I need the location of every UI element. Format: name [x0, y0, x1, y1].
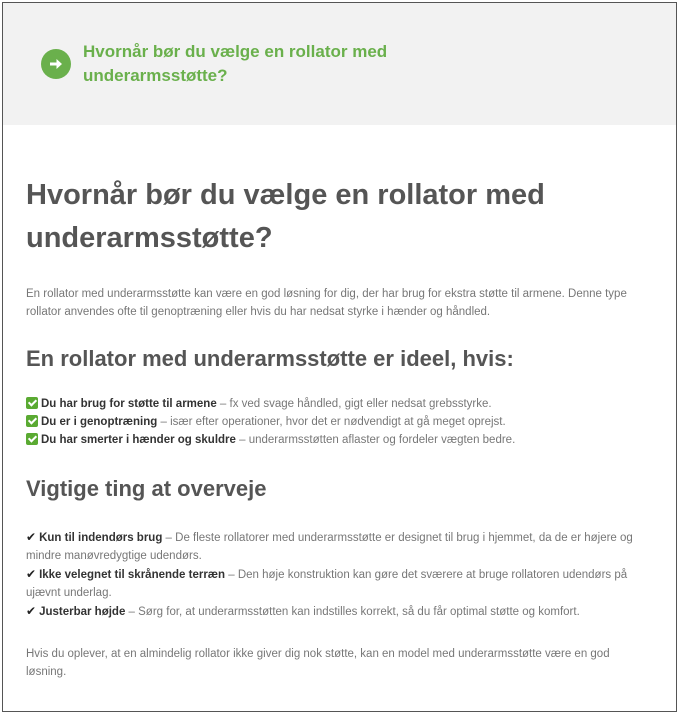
list-item-text: – Den høje konstruktion kan gøre det sværere at bruge rollatoren udendørs på ujævnt underlag. — [26, 569, 628, 599]
ideal-heading: En rollator med underarmsstøtte er ideel, hvis: — [26, 346, 514, 371]
arrow-right-circle-icon[interactable] — [41, 49, 71, 79]
list-item-bold: Ikke velegnet til skrånende terræn — [39, 569, 226, 581]
check-mark-icon: ✔ — [26, 567, 37, 581]
accordion-header[interactable] — [3, 3, 676, 125]
list-item-bold: Du har smerter i hænder og skuldre — [41, 434, 236, 446]
list-item — [26, 431, 652, 449]
intro-paragraph: En rollator med underarmsstøtte kan være en god løsning for dig, der har brug for ekstra støtte til armene. Denne type rollator anvendes ofte til genoptræning eller hvis du har nedsat styrke i hænder og håndled. — [26, 288, 627, 318]
list-item-bold: Justerbar højde — [39, 606, 126, 618]
list-item — [26, 565, 652, 602]
list-item-bold: Kun til indendørs brug — [39, 532, 163, 544]
green-check-icon — [26, 433, 38, 445]
check-mark-icon: ✔ — [26, 604, 37, 618]
outro-paragraph: Hvis du oplever, at en almindelig rollator ikke giver dig nok støtte, kan en model med underarmsstøtte være en god løsning. — [26, 648, 610, 678]
list-item-bold: Du er i genoptræning — [41, 416, 158, 428]
list-item — [26, 528, 652, 565]
list-item-text: – underarmsstøtten aflaster og fordeler vægten bedre. — [235, 434, 516, 446]
accordion-title[interactable]: Hvornår bør du vælge en rollator med underarmsstøtte? — [83, 42, 388, 85]
page-frame — [2, 2, 677, 712]
list-item-bold: Du har brug for støtte til armene — [41, 398, 217, 410]
list-item — [26, 602, 652, 621]
green-check-icon — [26, 397, 38, 409]
check-mark-icon: ✔ — [26, 530, 37, 544]
list-item — [26, 395, 652, 413]
article-content — [3, 174, 676, 681]
green-check-icon — [26, 415, 38, 427]
list-item-text: – Sørg for, at underarmsstøtten kan indstilles korrekt, så du får optimal støtte og komfort. — [125, 606, 580, 618]
list-item-text: – De fleste rollatorer med underarmsstøtte er designet til brug i hjemmet, da de er højere og mindre manøvredygtige udendørs. — [26, 532, 633, 562]
consider-heading: Vigtige ting at overveje — [26, 476, 267, 501]
list-item-text: – fx ved svage håndled, gigt eller nedsat grebsstyrke. — [216, 398, 492, 410]
list-item-text: – især efter operationer, hvor det er nødvendigt at gå meget oprejst. — [157, 416, 506, 428]
consider-list — [26, 528, 652, 621]
list-item — [26, 413, 652, 431]
ideal-list — [26, 395, 652, 449]
article-heading: Hvornår bør du vælge en rollator med underarmsstøtte? — [26, 179, 545, 254]
